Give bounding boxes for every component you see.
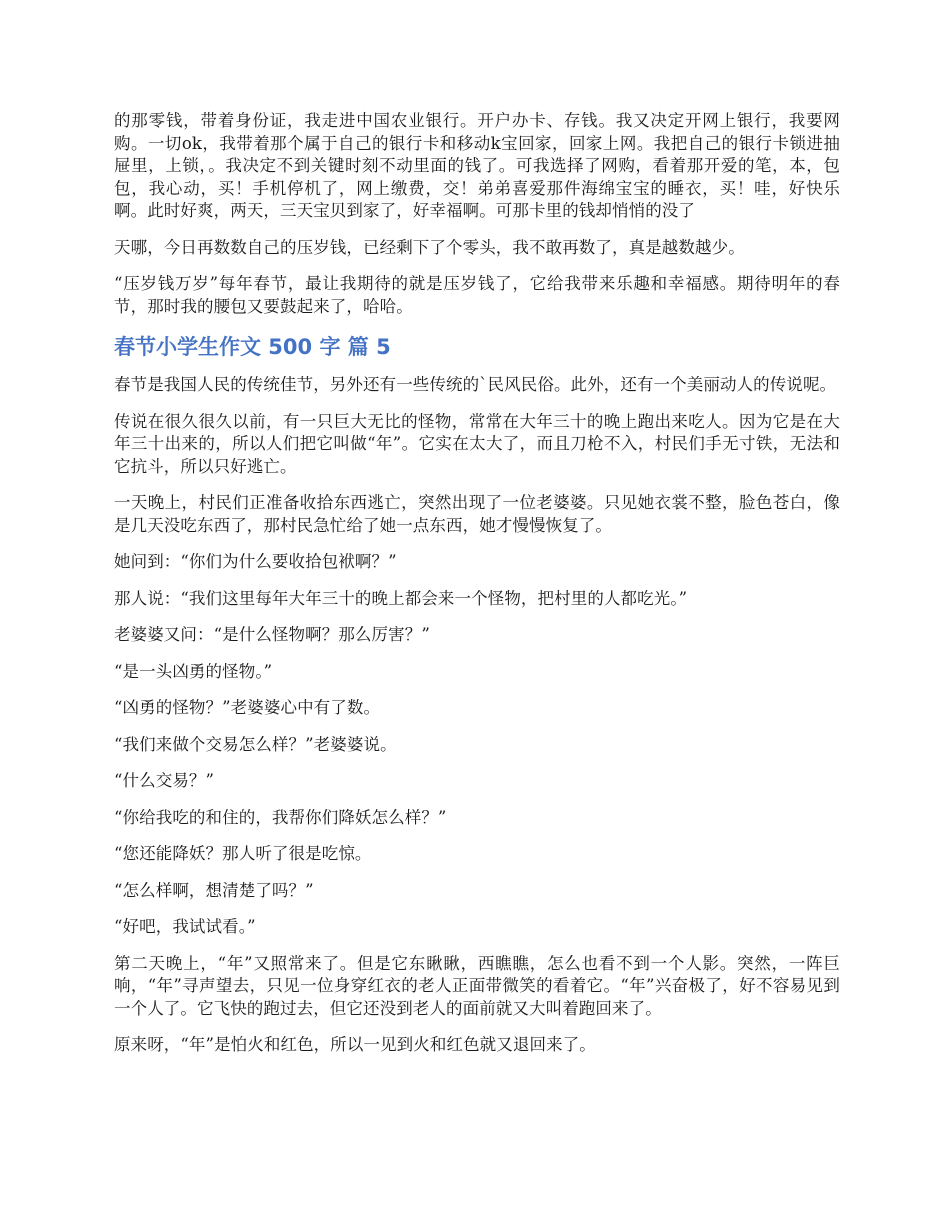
paragraph: “我们来做个交易怎么样？”老婆婆说。: [114, 734, 397, 754]
paragraph: 那人说：“我们这里每年大年三十的晚上都会来一个怪物，把村里的人都吃光。”: [114, 588, 688, 608]
paragraph: 她问到：“你们为什么要收拾包袱啊？”: [114, 552, 397, 571]
paragraph: “压岁钱万岁”每年春节，最让我期待的就是压岁钱了，它给我带来乐趣和幸福感。期待明年的春节，那时我的腰包又要鼓起来了，哈哈。: [114, 274, 840, 316]
paragraph: 传说在很久很久以前，有一只巨大无比的怪物，常常在大年三十的晚上跑出来吃人。因为它是在大年三十出来的，所以人们把它叫做“年”。它实在太大了，而且刀枪不入，村民们手无寸铁，无法和它抗斗，所以只好逃亡。: [114, 411, 840, 476]
paragraph: 天哪，今日再数数自己的压岁钱，已经剩下了个零头，我不敢再数了，真是越数越少。: [114, 237, 745, 257]
section-heading: 春节小学生作文 500 字 篇 5: [114, 335, 391, 359]
paragraph: “好吧，我试试看。”: [114, 917, 256, 936]
paragraph: “凶勇的怪物？”老婆婆心中有了数。: [114, 698, 381, 717]
paragraph: 第二天晚上，“年”又照常来了。但是它东瞅瞅，西瞧瞧，怎么也看不到一个人影。突然，一阵巨响，“年”寻声望去，只见一位身穿红衣的老人正面带微笑的看着它。“年”兴奋极了，好不容易见到一个人了。它飞快的跑过去，但它还没到老人的面前就又大叫着跑回来了。: [114, 953, 840, 1018]
paragraph: “是一头凶勇的怪物。”: [114, 661, 273, 681]
paragraph: 的那零钱，带着身份证，我走进中国农业银行。开户办卡、存钱。我又决定开网上银行，我要网购。一切ok，我带着那个属于自己的银行卡和移动k宝回家，回家上网。我把自己的银行卡锁进抽屉里，上锁，。我决定不到关键时刻不动里面的钱了。可我选择了网购，看着那开爱的笔，本，包包，我心动，买！手机停机了，网上缴费，交！弟弟喜爱那件海绵宝宝的睡衣，买！哇，好快乐啊。此时好爽，两天，三天宝贝到家了，好幸福啊。可那卡里的钱却悄悄的没了: [114, 111, 840, 220]
paragraph: “什么交易？”: [114, 771, 215, 790]
paragraph: “你给我吃的和住的，我帮你们降妖怎么样？”: [114, 807, 447, 827]
paragraph: 一天晚上，村民们正准备收拾东西逃亡，突然出现了一位老婆婆。只见她衣裳不整，脸色苍白，像是几天没吃东西了，那村民急忙给了她一点东西，她才慢慢恢复了。: [114, 493, 840, 535]
paragraph: “您还能降妖？那人听了很是吃惊。: [114, 844, 372, 863]
paragraph: 原来呀，“年”是怕火和红色，所以一见到火和红色就又退回来了。: [114, 1035, 596, 1054]
paragraph: 老婆婆又问：“是什么怪物啊？那么厉害？”: [114, 625, 430, 644]
paragraph: 春节是我国人民的传统佳节，另外还有一些传统的`民风民俗。此外，还有一个美丽动人的传说呢。: [114, 375, 837, 394]
paragraph: “怎么样啊，想清楚了吗？”: [114, 880, 314, 900]
document-page: [114, 110, 840, 1071]
